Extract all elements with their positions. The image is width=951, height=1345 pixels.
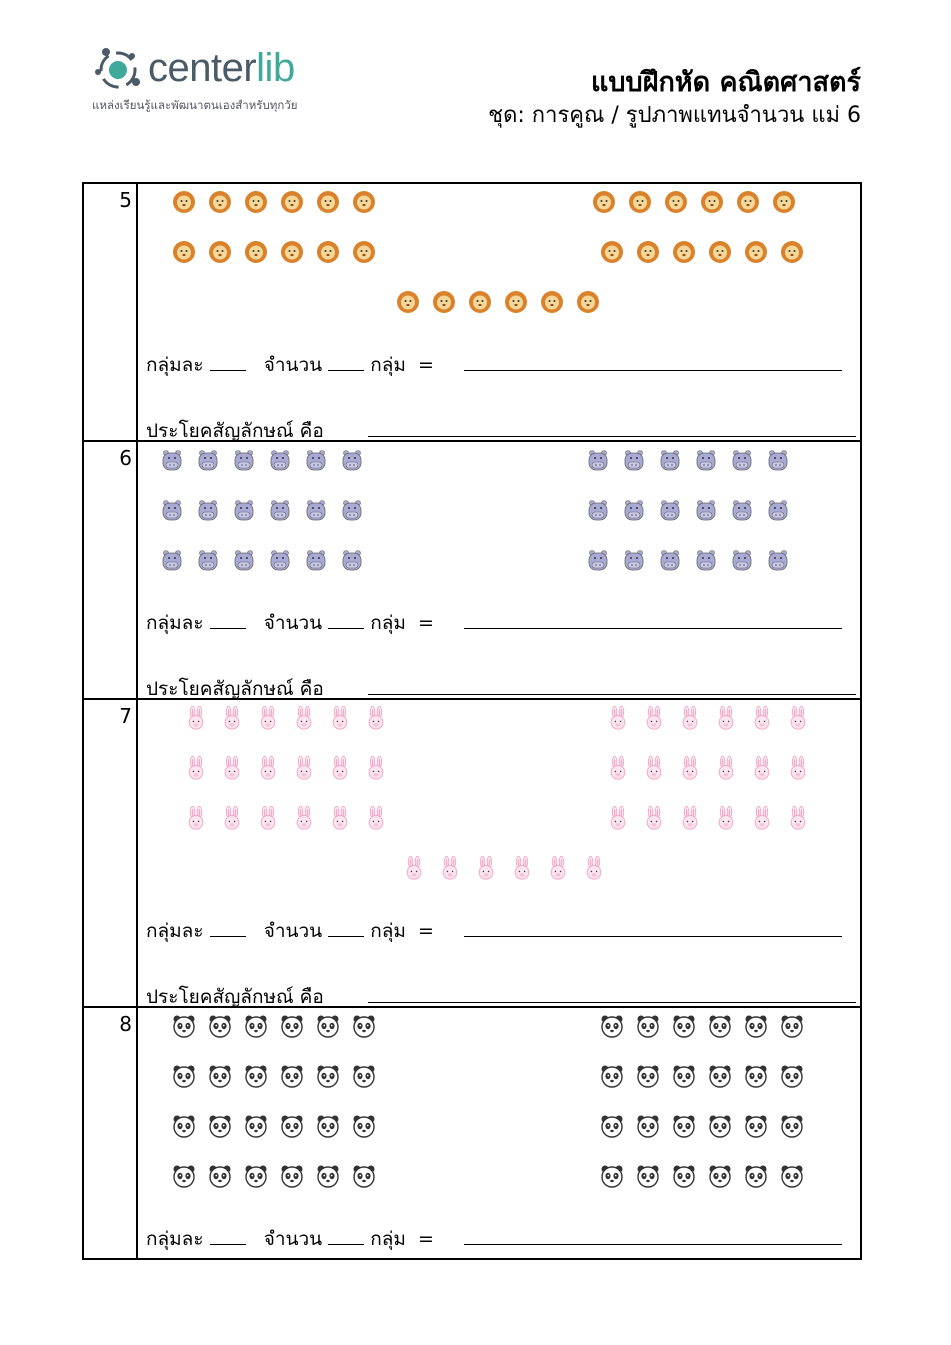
- hippo-icon: [586, 448, 610, 472]
- lion-icon: [628, 190, 652, 214]
- lion-icon: [708, 240, 732, 264]
- rabbit-icon: [184, 706, 208, 730]
- rabbit-icon: [786, 706, 810, 730]
- panda-icon: [244, 1164, 268, 1188]
- hippo-icon: [268, 498, 292, 522]
- panda-icon: [708, 1064, 732, 1088]
- lion-icon: [468, 290, 492, 314]
- icon-group: [172, 1064, 376, 1088]
- rabbit-icon: [642, 706, 666, 730]
- panda-icon: [172, 1014, 196, 1038]
- panda-icon: [280, 1164, 304, 1188]
- rabbit-icon: [364, 806, 388, 830]
- panda-icon: [244, 1014, 268, 1038]
- rabbit-icon: [714, 756, 738, 780]
- panda-icon: [316, 1064, 340, 1088]
- lion-icon: [576, 290, 600, 314]
- worksheet-table: [82, 182, 862, 1260]
- hippo-icon: [340, 498, 364, 522]
- rabbit-icon: [328, 806, 352, 830]
- hippo-icon: [658, 498, 682, 522]
- rabbit-icon: [292, 706, 316, 730]
- panda-icon: [780, 1114, 804, 1138]
- lion-icon: [540, 290, 564, 314]
- column-divider: [136, 184, 138, 1258]
- lion-icon: [280, 240, 304, 264]
- hippo-icon: [766, 448, 790, 472]
- panda-icon: [352, 1014, 376, 1038]
- icon-group: [160, 498, 364, 522]
- rabbit-icon: [510, 856, 534, 880]
- panda-icon: [636, 1114, 660, 1138]
- hippo-icon: [766, 498, 790, 522]
- icon-group: [184, 706, 388, 730]
- icon-group: [606, 706, 810, 730]
- logo-mark-icon: [92, 42, 144, 94]
- lion-icon: [316, 190, 340, 214]
- lion-icon: [672, 240, 696, 264]
- rabbit-icon: [642, 756, 666, 780]
- panda-icon: [780, 1064, 804, 1088]
- group-count-blank[interactable]: [328, 1228, 364, 1245]
- lion-icon: [636, 240, 660, 264]
- rabbit-icon: [714, 706, 738, 730]
- panda-icon: [744, 1014, 768, 1038]
- panda-icon: [672, 1114, 696, 1138]
- logo-tagline: แหล่งเรียนรู้และพัฒนาตนเองสำหรับทุกวัย: [92, 98, 298, 112]
- icon-group: [586, 448, 790, 472]
- lion-icon: [504, 290, 528, 314]
- hippo-icon: [304, 548, 328, 572]
- icon-group: [606, 806, 810, 830]
- multiplication-line: กลุ่มละ จำนวน กลุ่ม =: [146, 612, 434, 634]
- panda-icon: [208, 1114, 232, 1138]
- panda-icon: [744, 1164, 768, 1188]
- panda-icon: [352, 1114, 376, 1138]
- panda-icon: [744, 1064, 768, 1088]
- hippo-icon: [232, 448, 256, 472]
- rabbit-icon: [786, 806, 810, 830]
- lion-icon: [744, 240, 768, 264]
- lion-icon: [244, 190, 268, 214]
- lion-icon: [352, 190, 376, 214]
- answer-blank[interactable]: [464, 936, 842, 937]
- rabbit-icon: [292, 806, 316, 830]
- panda-icon: [636, 1064, 660, 1088]
- icon-group: [184, 806, 388, 830]
- rabbit-icon: [606, 806, 630, 830]
- panda-icon: [280, 1064, 304, 1088]
- panda-icon: [600, 1014, 624, 1038]
- group-count-blank[interactable]: [328, 354, 364, 371]
- icon-group: [172, 1114, 376, 1138]
- rabbit-icon: [750, 806, 774, 830]
- logo-text: centerlib: [148, 46, 295, 90]
- panda-icon: [636, 1164, 660, 1188]
- rabbit-icon: [220, 756, 244, 780]
- answer-blank[interactable]: [464, 628, 842, 629]
- icon-group: [600, 1114, 804, 1138]
- rabbit-icon: [714, 806, 738, 830]
- rabbit-icon: [678, 806, 702, 830]
- panda-icon: [352, 1164, 376, 1188]
- icon-group: [600, 1014, 804, 1038]
- lion-icon: [316, 240, 340, 264]
- lion-icon: [280, 190, 304, 214]
- icon-group: [172, 190, 376, 214]
- sentence-blank[interactable]: [368, 694, 856, 695]
- panda-icon: [244, 1064, 268, 1088]
- hippo-icon: [232, 548, 256, 572]
- page-title: แบบฝึกหัด คณิตศาสตร์: [590, 67, 861, 98]
- icon-group: [606, 756, 810, 780]
- lion-icon: [244, 240, 268, 264]
- rabbit-icon: [750, 756, 774, 780]
- hippo-icon: [730, 448, 754, 472]
- hippo-icon: [622, 448, 646, 472]
- icon-group: [172, 240, 376, 264]
- lion-icon: [208, 190, 232, 214]
- hippo-icon: [694, 548, 718, 572]
- panda-icon: [708, 1114, 732, 1138]
- rabbit-icon: [256, 756, 280, 780]
- rabbit-icon: [256, 706, 280, 730]
- per-group-blank[interactable]: [210, 1228, 246, 1245]
- lion-icon: [396, 290, 420, 314]
- rabbit-icon: [328, 756, 352, 780]
- rabbit-icon: [184, 756, 208, 780]
- icon-group: [592, 190, 796, 214]
- multiplication-line: กลุ่มละ จำนวน กลุ่ม =: [146, 354, 434, 376]
- problem-number: 6: [119, 446, 132, 470]
- rabbit-icon: [786, 756, 810, 780]
- lion-icon: [352, 240, 376, 264]
- icon-group: [396, 290, 600, 314]
- lion-icon: [700, 190, 724, 214]
- hippo-icon: [196, 448, 220, 472]
- group-count-blank[interactable]: [328, 612, 364, 629]
- panda-icon: [708, 1014, 732, 1038]
- lion-icon: [664, 190, 688, 214]
- hippo-icon: [730, 498, 754, 522]
- icon-group: [402, 856, 606, 880]
- sentence-line: ประโยคสัญลักษณ์ คือ: [146, 678, 324, 700]
- hippo-icon: [160, 448, 184, 472]
- panda-icon: [316, 1014, 340, 1038]
- hippo-icon: [268, 448, 292, 472]
- rabbit-icon: [642, 806, 666, 830]
- panda-icon: [780, 1014, 804, 1038]
- panda-icon: [352, 1064, 376, 1088]
- hippo-icon: [160, 548, 184, 572]
- lion-icon: [592, 190, 616, 214]
- hippo-icon: [694, 498, 718, 522]
- hippo-icon: [586, 548, 610, 572]
- lion-icon: [208, 240, 232, 264]
- hippo-icon: [694, 448, 718, 472]
- icon-group: [586, 548, 790, 572]
- hippo-icon: [160, 498, 184, 522]
- panda-icon: [672, 1164, 696, 1188]
- per-group-blank[interactable]: [210, 612, 246, 629]
- problem-number: 7: [119, 704, 132, 728]
- panda-icon: [172, 1064, 196, 1088]
- panda-icon: [600, 1164, 624, 1188]
- hippo-icon: [196, 548, 220, 572]
- icon-group: [184, 756, 388, 780]
- per-group-blank[interactable]: [210, 920, 246, 937]
- icon-group: [586, 498, 790, 522]
- lion-icon: [600, 240, 624, 264]
- rabbit-icon: [256, 806, 280, 830]
- panda-icon: [316, 1164, 340, 1188]
- panda-icon: [316, 1114, 340, 1138]
- lion-icon: [172, 240, 196, 264]
- hippo-icon: [232, 498, 256, 522]
- icon-group: [600, 1164, 804, 1188]
- lion-icon: [172, 190, 196, 214]
- icon-group: [600, 240, 804, 264]
- sentence-blank[interactable]: [368, 436, 856, 437]
- rabbit-icon: [678, 756, 702, 780]
- rabbit-icon: [678, 706, 702, 730]
- panda-icon: [280, 1014, 304, 1038]
- rabbit-icon: [220, 806, 244, 830]
- icon-group: [172, 1164, 376, 1188]
- group-count-blank[interactable]: [328, 920, 364, 937]
- answer-blank[interactable]: [464, 370, 842, 371]
- lion-icon: [772, 190, 796, 214]
- panda-icon: [172, 1164, 196, 1188]
- multiplication-line: กลุ่มละ จำนวน กลุ่ม =: [146, 920, 434, 942]
- rabbit-icon: [364, 706, 388, 730]
- panda-icon: [672, 1014, 696, 1038]
- icon-group: [160, 548, 364, 572]
- panda-icon: [208, 1164, 232, 1188]
- problem-number: 8: [119, 1012, 132, 1036]
- panda-icon: [744, 1114, 768, 1138]
- panda-icon: [172, 1114, 196, 1138]
- page-subtitle: ชุด: การคูณ / รูปภาพแทนจำนวน แม่ 6: [488, 103, 861, 128]
- rabbit-icon: [546, 856, 570, 880]
- rabbit-icon: [750, 706, 774, 730]
- sentence-blank[interactable]: [368, 1002, 856, 1003]
- panda-icon: [708, 1164, 732, 1188]
- rabbit-icon: [438, 856, 462, 880]
- lion-icon: [736, 190, 760, 214]
- hippo-icon: [304, 498, 328, 522]
- panda-icon: [600, 1114, 624, 1138]
- icon-group: [172, 1014, 376, 1038]
- rabbit-icon: [220, 706, 244, 730]
- hippo-icon: [622, 548, 646, 572]
- sentence-line: ประโยคสัญลักษณ์ คือ: [146, 420, 324, 442]
- hippo-icon: [196, 498, 220, 522]
- multiplication-line: กลุ่มละ จำนวน กลุ่ม =: [146, 1228, 434, 1250]
- panda-icon: [636, 1014, 660, 1038]
- hippo-icon: [304, 448, 328, 472]
- lion-icon: [780, 240, 804, 264]
- panda-icon: [672, 1064, 696, 1088]
- answer-blank[interactable]: [464, 1244, 842, 1245]
- panda-icon: [208, 1014, 232, 1038]
- hippo-icon: [268, 548, 292, 572]
- rabbit-icon: [402, 856, 426, 880]
- hippo-icon: [766, 548, 790, 572]
- lion-icon: [432, 290, 456, 314]
- panda-icon: [244, 1114, 268, 1138]
- hippo-icon: [730, 548, 754, 572]
- icon-group: [160, 448, 364, 472]
- panda-icon: [600, 1064, 624, 1088]
- problem-number: 5: [119, 188, 132, 212]
- sentence-line: ประโยคสัญลักษณ์ คือ: [146, 986, 324, 1008]
- hippo-icon: [586, 498, 610, 522]
- per-group-blank[interactable]: [210, 354, 246, 371]
- rabbit-icon: [364, 756, 388, 780]
- rabbit-icon: [606, 756, 630, 780]
- hippo-icon: [622, 498, 646, 522]
- rabbit-icon: [184, 806, 208, 830]
- panda-icon: [280, 1114, 304, 1138]
- hippo-icon: [340, 548, 364, 572]
- hippo-icon: [658, 548, 682, 572]
- rabbit-icon: [582, 856, 606, 880]
- panda-icon: [780, 1164, 804, 1188]
- hippo-icon: [658, 448, 682, 472]
- hippo-icon: [340, 448, 364, 472]
- rabbit-icon: [606, 706, 630, 730]
- logo: [92, 42, 352, 122]
- rabbit-icon: [474, 856, 498, 880]
- panda-icon: [208, 1064, 232, 1088]
- icon-group: [600, 1064, 804, 1088]
- rabbit-icon: [292, 756, 316, 780]
- rabbit-icon: [328, 706, 352, 730]
